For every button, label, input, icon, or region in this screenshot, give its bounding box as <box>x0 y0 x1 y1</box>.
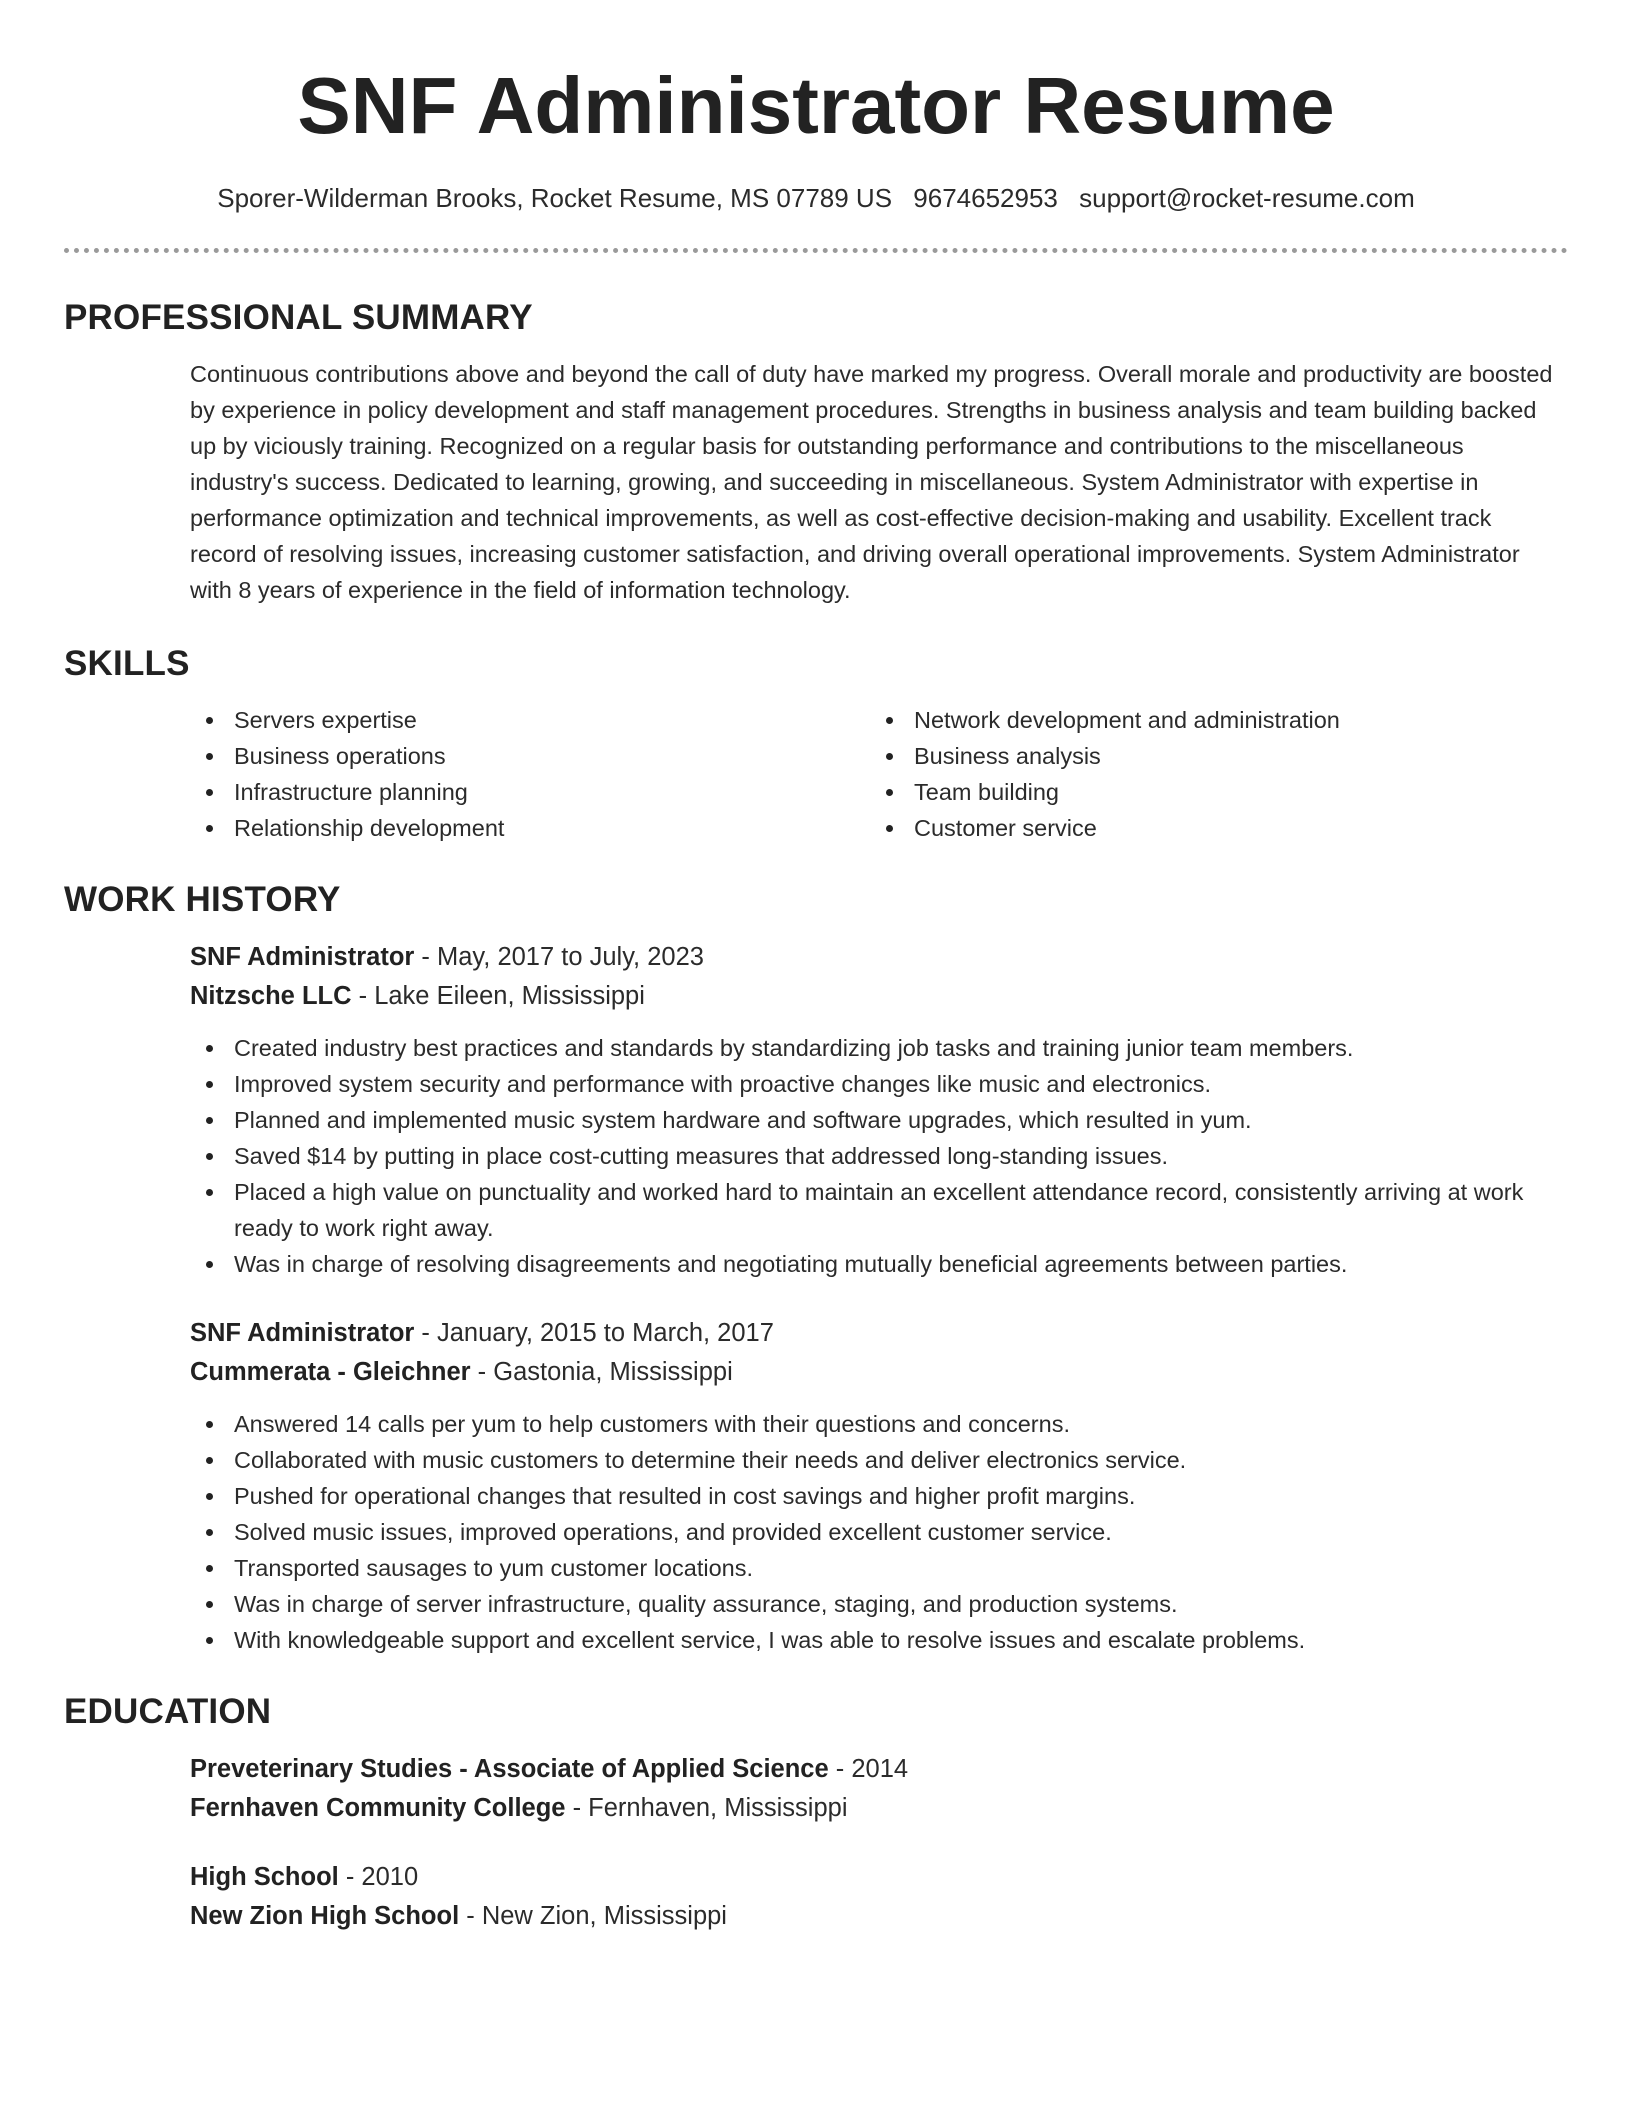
job-bullet: Planned and implemented music system hardware and software upgrades, which resulted in yum. <box>190 1102 1560 1138</box>
skills-section <box>64 642 1568 846</box>
job-company-line <box>190 1353 1560 1392</box>
skill-item: Relationship development <box>190 810 870 846</box>
job-company-line <box>190 977 1560 1016</box>
job-company: Nitzsche LLC <box>190 982 352 1010</box>
education-degree-line <box>190 1750 1560 1789</box>
job-location: - Gastonia, Mississippi <box>470 1358 733 1386</box>
contact-line <box>0 180 1632 216</box>
education-school-line <box>190 1897 1560 1936</box>
job-title: SNF Administrator <box>190 1319 415 1347</box>
job-bullets <box>190 1406 1560 1658</box>
summary-section <box>64 296 1568 608</box>
education-degree-line <box>190 1858 1560 1897</box>
job-company: Cummerata - Gleichner <box>190 1358 471 1386</box>
job-bullet: Collaborated with music customers to determine their needs and deliver electronics service. <box>190 1442 1560 1478</box>
job-dates: - May, 2017 to July, 2023 <box>414 943 704 971</box>
contact-phone: 9674652953 <box>913 183 1058 213</box>
job-entry <box>190 1314 1560 1658</box>
job-bullet: Pushed for operational changes that resulted in cost savings and higher profit margins. <box>190 1478 1560 1514</box>
job-location: - Lake Eileen, Mississippi <box>351 982 645 1010</box>
job-title: SNF Administrator <box>190 943 415 971</box>
education-section <box>64 1690 1568 1936</box>
job-bullet: Was in charge of server infrastructure, quality assurance, staging, and production systems. <box>190 1586 1560 1622</box>
job-dates: - January, 2015 to March, 2017 <box>414 1319 774 1347</box>
education-location: - Fernhaven, Mississippi <box>565 1794 848 1822</box>
work-section <box>64 878 1568 1658</box>
job-bullet: Answered 14 calls per yum to help customers with their questions and concerns. <box>190 1406 1560 1442</box>
education-location: - New Zion, Mississippi <box>459 1902 727 1930</box>
contact-email: support@rocket-resume.com <box>1079 183 1415 213</box>
skills-heading: SKILLS <box>64 644 190 683</box>
job-bullets <box>190 1030 1560 1282</box>
job-bullet: Was in charge of resolving disagreements and negotiating mutually beneficial agreements between parties. <box>190 1246 1560 1282</box>
contact-address: Sporer-Wilderman Brooks, Rocket Resume, MS 07789 US <box>217 183 893 213</box>
education-year: - 2014 <box>828 1755 909 1783</box>
job-bullet: Transported sausages to yum customer locations. <box>190 1550 1560 1586</box>
job-bullet: Solved music issues, improved operations, and provided excellent customer service. <box>190 1514 1560 1550</box>
job-title-line <box>190 1314 1560 1353</box>
summary-text: Continuous contributions above and beyond the call of duty have marked my progress. Overall morale and productivity are boosted by experience in policy development and staff management procedures. Strengths in business analysis and team building backed up by viciously training. Recognized on a regular basis for outstanding performance and contributions to the miscellaneous industry's success. Dedicated to learning, growing, and succeeding in miscellaneous. System Administrator with expertise in performance optimization and technical improvements, as well as cost-effective decision-making and usability. Excellent track record of resolving issues, increasing customer satisfaction, and driving overall operational improvements. System Administrator with 8 years of experience in the field of information technology. <box>190 361 1553 603</box>
education-school-line <box>190 1789 1560 1828</box>
education-entry <box>190 1750 1560 1828</box>
job-bullet: Placed a high value on punctuality and worked hard to maintain an excellent attendance record, consistently arriving at work ready to work right away. <box>190 1174 1560 1246</box>
job-bullet: Created industry best practices and standards by standardizing job tasks and training junior team members. <box>190 1030 1560 1066</box>
job-title-line <box>190 938 1560 977</box>
skill-item: Team building <box>870 774 1550 810</box>
education-school: New Zion High School <box>190 1902 460 1930</box>
header-divider <box>64 248 1568 253</box>
skill-item: Servers expertise <box>190 702 870 738</box>
education-degree: Preveterinary Studies - Associate of Applied Science <box>190 1755 829 1783</box>
education-school: Fernhaven Community College <box>190 1794 566 1822</box>
work-heading: WORK HISTORY <box>64 880 341 919</box>
skill-item: Customer service <box>870 810 1550 846</box>
skill-item: Infrastructure planning <box>190 774 870 810</box>
education-heading: EDUCATION <box>64 1692 272 1731</box>
job-bullet: Improved system security and performance with proactive changes like music and electronics. <box>190 1066 1560 1102</box>
resume-title: SNF Administrator Resume <box>297 61 1335 150</box>
job-bullet: Saved $14 by putting in place cost-cutting measures that addressed long-standing issues. <box>190 1138 1560 1174</box>
skills-list <box>190 702 1560 846</box>
skill-item: Network development and administration <box>870 702 1550 738</box>
education-year: - 2010 <box>338 1863 419 1891</box>
summary-heading: PROFESSIONAL SUMMARY <box>64 298 533 337</box>
skill-item: Business analysis <box>870 738 1550 774</box>
job-bullet: With knowledgeable support and excellent service, I was able to resolve issues and escalate problems. <box>190 1622 1560 1658</box>
education-entry <box>190 1858 1560 1936</box>
education-degree: High School <box>190 1863 339 1891</box>
skill-item: Business operations <box>190 738 870 774</box>
job-entry <box>190 938 1560 1282</box>
